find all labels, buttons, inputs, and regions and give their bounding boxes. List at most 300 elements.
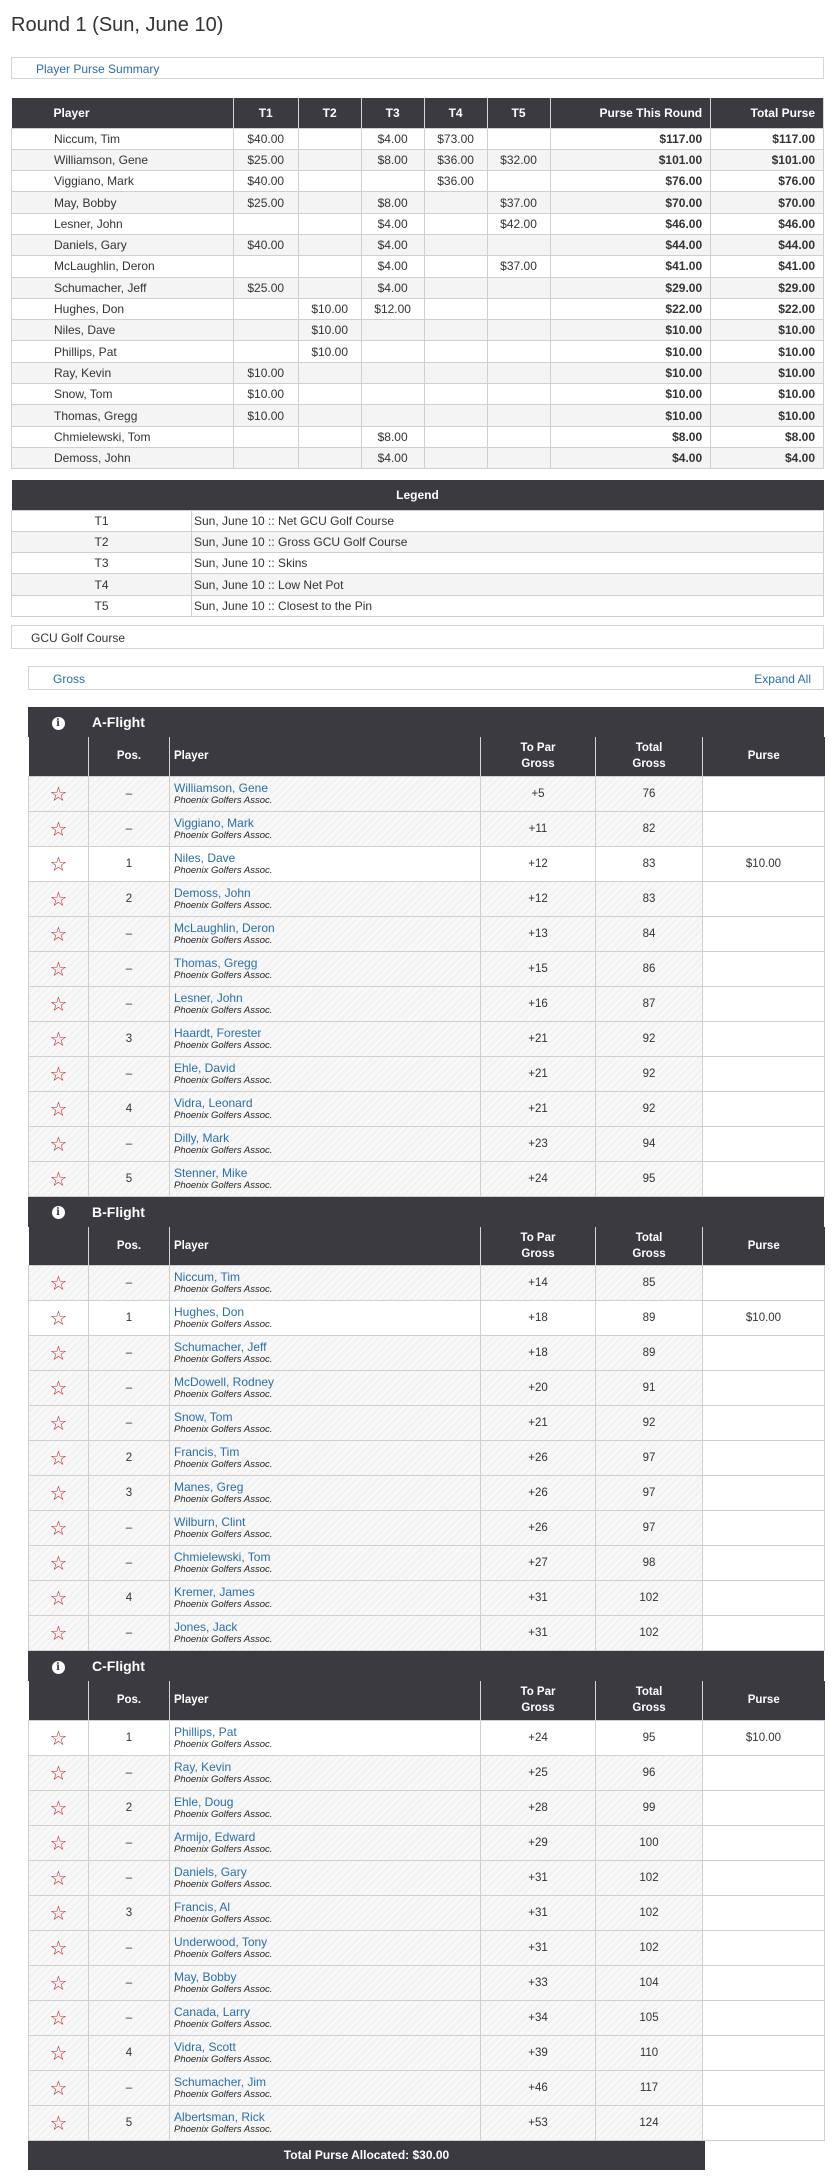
- col-purse-label: Purse: [747, 1694, 780, 1707]
- player-name-link[interactable]: Armijo, Edward: [174, 1829, 256, 1844]
- favorite-cell: [29, 1091, 89, 1126]
- player-association: Phoenix Golfers Assoc.: [174, 1389, 273, 1400]
- purse-cell: [233, 447, 298, 468]
- purse-cell: [233, 256, 298, 277]
- purse-amount: [703, 1091, 825, 1126]
- favorite-star-icon[interactable]: ☆: [49, 1411, 68, 1435]
- leaderboard-row: [29, 1441, 825, 1476]
- legend-key: T5: [12, 595, 192, 616]
- player-name-link[interactable]: May, Bobby: [174, 1969, 237, 1984]
- purse-cell: [233, 213, 298, 234]
- purse-row: [12, 362, 824, 383]
- player-name-link[interactable]: Phillips, Pat: [174, 1724, 237, 1739]
- leaderboard-row: [29, 1021, 825, 1056]
- purse-amount: $10.00: [703, 846, 825, 881]
- purse-amount: [703, 1266, 825, 1301]
- col-to-par-gross: [481, 737, 596, 776]
- player-name-link[interactable]: Underwood, Tony: [174, 1934, 268, 1949]
- player-cell: [170, 1056, 481, 1091]
- purse-cell: [233, 320, 298, 341]
- col-to-par-gross-label: Gross: [521, 1702, 555, 1715]
- total-gross: 92: [596, 1406, 703, 1441]
- to-par-gross: +21: [481, 1021, 596, 1056]
- player-name-link[interactable]: Demoss, John: [174, 885, 251, 900]
- to-par-gross: +21: [481, 1056, 596, 1091]
- legend-description: Sun, June 10 :: Skins: [192, 553, 824, 574]
- purse-amount: [703, 1581, 825, 1616]
- player-name-link[interactable]: Schumacher, Jim: [174, 2074, 267, 2089]
- favorite-star-icon[interactable]: ☆: [49, 956, 68, 981]
- player-cell: [170, 1895, 481, 1930]
- player-purse-summary-link[interactable]: Player Purse Summary: [36, 62, 160, 76]
- to-par-gross: +33: [481, 1965, 596, 2000]
- flight-info-cell: [28, 1204, 88, 1219]
- gross-toggle-link[interactable]: Gross: [53, 672, 86, 686]
- player-association: Phoenix Golfers Assoc.: [174, 1424, 273, 1435]
- player-name-link[interactable]: Ehle, David: [174, 1060, 236, 1075]
- position: –: [89, 2000, 170, 2035]
- total-gross: 104: [596, 1965, 703, 2000]
- leaderboard-row: [29, 1371, 825, 1406]
- favorite-cell: [29, 776, 89, 811]
- player-name-link[interactable]: Thomas, Gregg: [174, 955, 258, 970]
- purse-amount: [703, 1755, 825, 1790]
- purse-amount: [703, 1546, 825, 1581]
- player-association: Phoenix Golfers Assoc.: [174, 1948, 273, 1960]
- favorite-cell: [29, 1021, 89, 1056]
- purse-player-name: Lesner, John: [12, 213, 234, 234]
- player-association: Phoenix Golfers Assoc.: [174, 1529, 273, 1540]
- purse-cell: [487, 405, 550, 426]
- player-name-link[interactable]: Wilburn, Clint: [174, 1515, 246, 1529]
- col-total-gross: [596, 1681, 703, 1720]
- purse-cell: $8.00: [361, 426, 424, 447]
- position: –: [89, 916, 170, 951]
- purse-cell: $4.00: [361, 447, 424, 468]
- purse-row: [12, 341, 824, 362]
- purse-cell: $10.00: [298, 341, 361, 362]
- col-position-label: Pos.: [116, 1694, 142, 1707]
- favorite-cell: [29, 951, 89, 986]
- favorite-star-icon[interactable]: ☆: [49, 1935, 68, 1960]
- purse-amount: [703, 916, 825, 951]
- col-position: [89, 1227, 170, 1266]
- player-cell: [170, 1546, 481, 1581]
- player-association: Phoenix Golfers Assoc.: [174, 1634, 273, 1645]
- purse-cell: [298, 277, 361, 298]
- favorite-star-icon[interactable]: ☆: [49, 1725, 68, 1750]
- favorite-star-icon[interactable]: ☆: [49, 1621, 68, 1645]
- favorite-cell: [29, 986, 89, 1021]
- favorite-star-icon[interactable]: ☆: [49, 1306, 68, 1330]
- player-cell: [170, 951, 481, 986]
- purse-cell: [361, 320, 424, 341]
- purse-cell: $10.00: [233, 362, 298, 383]
- flight-leaderboard-table: [28, 1681, 825, 2141]
- player-name-link[interactable]: Niles, Dave: [174, 850, 236, 865]
- player-name-link[interactable]: Vidra, Scott: [174, 2039, 236, 2054]
- favorite-cell: [29, 2070, 89, 2105]
- player-name-link[interactable]: Jones, Jack: [174, 1620, 238, 1634]
- favorite-cell: [29, 2000, 89, 2035]
- position: –: [89, 1755, 170, 1790]
- player-name-link[interactable]: Vidra, Leonard: [174, 1095, 253, 1110]
- position: 1: [89, 1720, 170, 1755]
- player-name-link[interactable]: Stenner, Mike: [174, 1165, 248, 1180]
- player-name-link[interactable]: Albertsman, Rick: [174, 2109, 265, 2124]
- legend-title: Legend: [12, 480, 824, 510]
- purse-total: $70.00: [711, 192, 824, 213]
- purse-cell: $4.00: [361, 277, 424, 298]
- player-name-link[interactable]: Canada, Larry: [174, 2004, 251, 2019]
- purse-cell: [487, 362, 550, 383]
- total-gross: 97: [596, 1476, 703, 1511]
- purse-amount: [703, 1825, 825, 1860]
- purse-cell: [233, 298, 298, 319]
- purse-amount: [703, 986, 825, 1021]
- player-association: Phoenix Golfers Assoc.: [174, 1144, 273, 1156]
- favorite-star-icon[interactable]: ☆: [49, 1131, 68, 1156]
- purse-cell: [298, 256, 361, 277]
- to-par-gross: +5: [481, 776, 596, 811]
- purse-col-total: Total Purse: [711, 98, 824, 128]
- expand-all-link[interactable]: Expand All: [754, 672, 811, 686]
- info-icon[interactable]: i: [52, 1206, 65, 1219]
- legend-description: Sun, June 10 :: Net GCU Golf Course: [192, 510, 824, 531]
- purse-cell: $36.00: [424, 149, 487, 170]
- favorite-star-icon[interactable]: ☆: [49, 1586, 68, 1610]
- favorite-star-icon[interactable]: ☆: [49, 921, 68, 946]
- purse-player-name: Schumacher, Jeff: [12, 277, 234, 298]
- favorite-star-icon[interactable]: ☆: [49, 781, 68, 806]
- purse-total: $76.00: [711, 171, 824, 192]
- purse-total: $4.00: [711, 447, 824, 468]
- favorite-cell: [29, 811, 89, 846]
- favorite-star-icon[interactable]: ☆: [49, 1376, 68, 1400]
- favorite-cell: [29, 1476, 89, 1511]
- purse-cell: [424, 426, 487, 447]
- purse-cell: [298, 384, 361, 405]
- page-title: Round 1 (Sun, June 10): [11, 14, 224, 36]
- player-name-link[interactable]: Francis, Tim: [174, 1445, 240, 1459]
- favorite-star-icon[interactable]: ☆: [49, 1830, 68, 1855]
- flight-header: [28, 707, 824, 737]
- player-cell: [170, 1161, 481, 1196]
- total-gross: 117: [596, 2070, 703, 2105]
- player-name-link[interactable]: Snow, Tom: [174, 1410, 233, 1424]
- player-name-link[interactable]: Williamson, Gene: [174, 780, 269, 795]
- total-gross: 99: [596, 1790, 703, 1825]
- purse-amount: [703, 1336, 825, 1371]
- player-cell: [170, 1930, 481, 1965]
- player-name-link[interactable]: Lesner, John: [174, 990, 243, 1005]
- to-par-gross: +14: [481, 1266, 596, 1301]
- col-to-par-gross-label: To Par: [520, 742, 556, 755]
- purse-row: [12, 320, 824, 341]
- favorite-cell: [29, 1406, 89, 1441]
- leaderboard-row: [29, 1895, 825, 1930]
- favorite-star-icon[interactable]: ☆: [49, 2005, 68, 2030]
- favorite-star-icon[interactable]: ☆: [49, 816, 68, 841]
- purse-total: $10.00: [711, 384, 824, 405]
- favorite-star-icon[interactable]: ☆: [49, 1271, 68, 1295]
- position: 5: [89, 1161, 170, 1196]
- player-name-link[interactable]: Kremer, James: [174, 1585, 255, 1599]
- flight-header: [28, 1197, 824, 1227]
- favorite-star-icon[interactable]: ☆: [49, 2110, 68, 2135]
- player-association: Phoenix Golfers Assoc.: [174, 2053, 273, 2065]
- position: –: [89, 1406, 170, 1441]
- legend-key: T2: [12, 531, 192, 552]
- player-cell: [170, 1266, 481, 1301]
- info-icon[interactable]: i: [52, 1661, 65, 1674]
- favorite-cell: [29, 1056, 89, 1091]
- total-gross: 102: [596, 1895, 703, 1930]
- flight-table-header: [29, 1227, 825, 1266]
- favorite-cell: [29, 916, 89, 951]
- player-association: Phoenix Golfers Assoc.: [174, 864, 273, 876]
- purse-this-round: $117.00: [550, 128, 711, 149]
- player-name-link[interactable]: Schumacher, Jeff: [174, 1340, 267, 1354]
- favorite-star-icon[interactable]: ☆: [49, 1551, 68, 1575]
- favorite-star-icon[interactable]: ☆: [49, 1061, 68, 1086]
- purse-cell: [487, 128, 550, 149]
- player-cell: [170, 811, 481, 846]
- leaderboard-row: [29, 1930, 825, 1965]
- info-icon[interactable]: i: [52, 717, 65, 730]
- purse-cell: [361, 341, 424, 362]
- player-name-link[interactable]: Ehle, Doug: [174, 1794, 234, 1809]
- to-par-gross: +31: [481, 1581, 596, 1616]
- favorite-star-icon[interactable]: ☆: [49, 1900, 68, 1925]
- player-cell: [170, 1091, 481, 1126]
- player-cell: [170, 2105, 481, 2140]
- player-cell: [170, 776, 481, 811]
- player-name-link[interactable]: Viggiano, Mark: [174, 815, 254, 830]
- favorite-star-icon[interactable]: ☆: [49, 851, 68, 876]
- favorite-star-icon[interactable]: ☆: [49, 1341, 68, 1365]
- player-association: Phoenix Golfers Assoc.: [174, 2088, 273, 2100]
- favorite-cell: [29, 1336, 89, 1371]
- favorite-star-icon[interactable]: ☆: [49, 1516, 68, 1540]
- purse-this-round: $41.00: [550, 256, 711, 277]
- total-gross: 87: [596, 986, 703, 1021]
- favorite-star-icon[interactable]: ☆: [49, 1026, 68, 1051]
- purse-amount: [703, 2000, 825, 2035]
- purse-total: $44.00: [711, 234, 824, 255]
- player-cell: [170, 1616, 481, 1651]
- leaderboard-row: [29, 776, 825, 811]
- position: –: [89, 1860, 170, 1895]
- purse-row: [12, 277, 824, 298]
- purse-cell: [298, 149, 361, 170]
- col-position: [89, 1681, 170, 1720]
- col-to-par-gross: [481, 1227, 596, 1266]
- purse-cell: $4.00: [361, 213, 424, 234]
- player-association: Phoenix Golfers Assoc.: [174, 1878, 273, 1890]
- player-association: Phoenix Golfers Assoc.: [174, 1039, 273, 1051]
- purse-amount: [703, 1511, 825, 1546]
- to-par-gross: +27: [481, 1546, 596, 1581]
- purse-amount: [703, 1406, 825, 1441]
- total-gross: 95: [596, 1161, 703, 1196]
- player-name-link[interactable]: McLaughlin, Deron: [174, 920, 275, 935]
- favorite-cell: [29, 1161, 89, 1196]
- total-gross: 82: [596, 811, 703, 846]
- col-player: [170, 737, 481, 776]
- col-purse: [703, 1681, 825, 1720]
- purse-table: [11, 98, 824, 469]
- purse-cell: $4.00: [361, 256, 424, 277]
- favorite-star-icon[interactable]: ☆: [49, 1481, 68, 1505]
- flight-name: C-Flight: [92, 1658, 145, 1674]
- to-par-gross: +23: [481, 1126, 596, 1161]
- player-name-link[interactable]: Haardt, Forester: [174, 1025, 262, 1040]
- leaderboard-row: [29, 1301, 825, 1336]
- purse-amount: [703, 811, 825, 846]
- player-association: Phoenix Golfers Assoc.: [174, 1738, 273, 1750]
- purse-cell: $36.00: [424, 171, 487, 192]
- total-gross: 92: [596, 1021, 703, 1056]
- leaderboard-row: [29, 1860, 825, 1895]
- player-cell: [170, 1371, 481, 1406]
- favorite-star-icon[interactable]: ☆: [49, 1166, 68, 1191]
- favorite-cell: [29, 1790, 89, 1825]
- player-name-link[interactable]: Manes, Greg: [174, 1480, 244, 1494]
- player-name-link[interactable]: Daniels, Gary: [174, 1864, 247, 1879]
- purse-amount: [703, 2035, 825, 2070]
- position: 4: [89, 2035, 170, 2070]
- leaderboard-row: [29, 1720, 825, 1755]
- favorite-star-icon[interactable]: ☆: [49, 1760, 68, 1785]
- total-purse-allocated: Total Purse Allocated: $30.00: [28, 2141, 705, 2170]
- position: 1: [89, 846, 170, 881]
- purse-cell: [233, 341, 298, 362]
- purse-amount: [703, 1616, 825, 1651]
- purse-row: [12, 213, 824, 234]
- purse-player-name: Ray, Kevin: [12, 362, 234, 383]
- leaderboard-row: [29, 1616, 825, 1651]
- total-gross: 102: [596, 1616, 703, 1651]
- col-purse: [703, 1227, 825, 1266]
- player-cell: [170, 1790, 481, 1825]
- col-player-label: Player: [174, 1694, 209, 1707]
- position: –: [89, 776, 170, 811]
- player-name-link[interactable]: McDowell, Rodney: [174, 1375, 275, 1389]
- purse-cell: [361, 405, 424, 426]
- purse-cell: [424, 277, 487, 298]
- purse-this-round: $10.00: [550, 362, 711, 383]
- favorite-cell: [29, 1825, 89, 1860]
- favorite-star-icon[interactable]: ☆: [49, 1795, 68, 1820]
- purse-player-name: Hughes, Don: [12, 298, 234, 319]
- flight-header: [28, 1651, 824, 1681]
- col-position-label: Pos.: [116, 1239, 142, 1252]
- favorite-star-icon[interactable]: ☆: [49, 2075, 68, 2100]
- favorite-cell: [29, 1895, 89, 1930]
- player-cell: [170, 1720, 481, 1755]
- favorite-cell: [29, 1546, 89, 1581]
- purse-cell: [298, 192, 361, 213]
- player-cell: [170, 1755, 481, 1790]
- position: 2: [89, 881, 170, 916]
- purse-cell: $40.00: [233, 234, 298, 255]
- to-par-gross: +31: [481, 1616, 596, 1651]
- col-purse: [703, 737, 825, 776]
- player-name-link[interactable]: Chmielewski, Tom: [174, 1550, 271, 1564]
- total-gross: 95: [596, 1720, 703, 1755]
- player-name-link[interactable]: Francis, Al: [174, 1899, 231, 1914]
- favorite-star-icon[interactable]: ☆: [49, 886, 68, 911]
- player-name-link[interactable]: Dilly, Mark: [174, 1130, 230, 1145]
- player-association: Phoenix Golfers Assoc.: [174, 1354, 273, 1365]
- legend-row: [12, 510, 824, 531]
- total-gross: 102: [596, 1581, 703, 1616]
- favorite-star-icon[interactable]: ☆: [49, 1970, 68, 1995]
- player-cell: [170, 2035, 481, 2070]
- purse-cell: [298, 171, 361, 192]
- purse-this-round: $10.00: [550, 320, 711, 341]
- purse-player-name: Phillips, Pat: [12, 341, 234, 362]
- favorite-star-icon[interactable]: ☆: [49, 2040, 68, 2065]
- player-association: Phoenix Golfers Assoc.: [174, 2018, 273, 2030]
- purse-cell: [424, 234, 487, 255]
- player-association: Phoenix Golfers Assoc.: [174, 1284, 273, 1295]
- position: –: [89, 1056, 170, 1091]
- purse-cell: [487, 320, 550, 341]
- legend-key: T4: [12, 574, 192, 595]
- position: 3: [89, 1895, 170, 1930]
- player-name-link[interactable]: Hughes, Don: [174, 1305, 245, 1319]
- purse-amount: [703, 1476, 825, 1511]
- position: –: [89, 2070, 170, 2105]
- leaderboard-row: [29, 2035, 825, 2070]
- purse-amount: [703, 1441, 825, 1476]
- player-name-link[interactable]: Niccum, Tim: [174, 1270, 240, 1284]
- purse-cell: [487, 171, 550, 192]
- purse-cell: [298, 426, 361, 447]
- purse-total: $10.00: [711, 320, 824, 341]
- flight-leaderboard-table: [28, 737, 825, 1197]
- player-association: Phoenix Golfers Assoc.: [174, 1459, 273, 1470]
- favorite-star-icon[interactable]: ☆: [49, 1865, 68, 1890]
- purse-col-t1: T1: [233, 98, 298, 128]
- player-name-link[interactable]: Ray, Kevin: [174, 1759, 232, 1774]
- purse-col-this-round: Purse This Round: [550, 98, 711, 128]
- total-gross: 84: [596, 916, 703, 951]
- col-total-gross-label: Total: [635, 742, 663, 755]
- legend-description: Sun, June 10 :: Low Net Pot: [192, 574, 824, 595]
- purse-cell: [424, 341, 487, 362]
- purse-cell: $25.00: [233, 277, 298, 298]
- favorite-star-icon[interactable]: ☆: [49, 991, 68, 1016]
- purse-player-name: Viggiano, Mark: [12, 171, 234, 192]
- purse-player-name: Thomas, Gregg: [12, 405, 234, 426]
- player-association: Phoenix Golfers Assoc.: [174, 794, 273, 806]
- player-cell: [170, 2000, 481, 2035]
- purse-cell: $25.00: [233, 192, 298, 213]
- favorite-star-icon[interactable]: ☆: [49, 1096, 68, 1121]
- player-cell: [170, 1336, 481, 1371]
- total-gross: 124: [596, 2105, 703, 2140]
- purse-cell: [424, 320, 487, 341]
- favorite-star-icon[interactable]: ☆: [49, 1446, 68, 1470]
- legend-row: [12, 531, 824, 552]
- leaderboard-row: [29, 811, 825, 846]
- position: 4: [89, 1091, 170, 1126]
- purse-cell: $40.00: [233, 128, 298, 149]
- leaderboard-row: [29, 2070, 825, 2105]
